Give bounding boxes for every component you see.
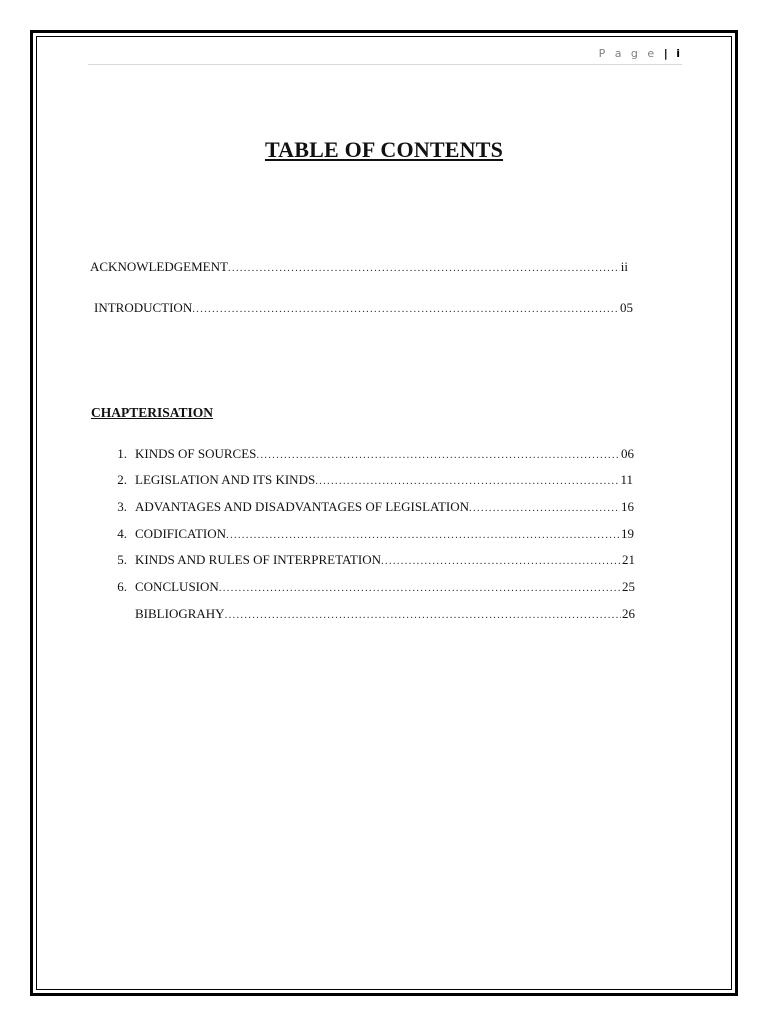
toc-entry-page: 06 <box>621 446 634 461</box>
toc-chapter-row <box>91 526 634 542</box>
page-separator: | <box>663 47 670 60</box>
chapter-number: 3. <box>117 499 127 514</box>
chapter-number: 5. <box>117 552 127 567</box>
toc-entry-page: 26 <box>622 606 635 621</box>
toc-entry-page: ii <box>620 259 628 274</box>
toc-entry-acknowledgement <box>90 259 628 275</box>
toc-chapter-row <box>91 472 633 488</box>
toc-chapter-row <box>91 552 635 568</box>
toc-entry-label: KINDS AND RULES OF INTERPRETATION <box>135 552 381 567</box>
toc-leader-dots <box>225 609 621 621</box>
toc-entry-page: 11 <box>620 472 633 487</box>
toc-entry-label: LEGISLATION AND ITS KINDS <box>135 472 316 487</box>
toc-leader-dots <box>381 555 621 567</box>
toc-entry-page: 16 <box>621 499 634 514</box>
chapter-number: 6. <box>117 579 127 594</box>
page-word: P a g e <box>598 47 658 60</box>
toc-entry-page: 19 <box>621 526 634 541</box>
toc-entry-label: KINDS OF SOURCES <box>135 446 257 461</box>
chapter-number: 2. <box>117 472 127 487</box>
page-header <box>599 47 680 60</box>
toc-leader-dots <box>228 262 620 274</box>
toc-leader-dots <box>219 582 621 594</box>
chapter-number: 4. <box>117 526 127 541</box>
toc-leader-dots <box>192 303 619 315</box>
toc-leader-dots <box>469 502 620 514</box>
toc-entry-introduction <box>94 300 633 316</box>
page-title: TABLE OF CONTENTS <box>264 137 504 162</box>
toc-chapter-row <box>91 579 635 595</box>
chapter-number: 1. <box>117 446 127 461</box>
toc-leader-dots <box>226 529 620 541</box>
toc-entry-label: INTRODUCTION <box>94 300 193 315</box>
toc-entry-label: CODIFICATION <box>135 526 226 541</box>
header-rule <box>88 64 682 65</box>
toc-entry-page: 25 <box>622 579 635 594</box>
toc-entry-page: 21 <box>622 552 635 567</box>
toc-chapter-row <box>91 499 634 515</box>
toc-entry-label: BIBLIOGRAHY <box>135 606 225 621</box>
toc-leader-dots <box>256 449 620 461</box>
toc-entry-label: ACKNOWLEDGEMENT <box>90 259 228 274</box>
toc-leader-dots <box>315 475 619 487</box>
toc-entry-label: ADVANTAGES AND DISADVANTAGES OF LEGISLATION <box>135 499 470 514</box>
toc-chapter-row <box>91 446 634 462</box>
chapterisation-heading: CHAPTERISATION <box>91 405 214 420</box>
toc-chapter-row <box>91 606 635 622</box>
page-number: i <box>676 47 680 60</box>
toc-entry-page: 05 <box>620 300 633 315</box>
toc-entry-label: CONCLUSION <box>135 579 219 594</box>
